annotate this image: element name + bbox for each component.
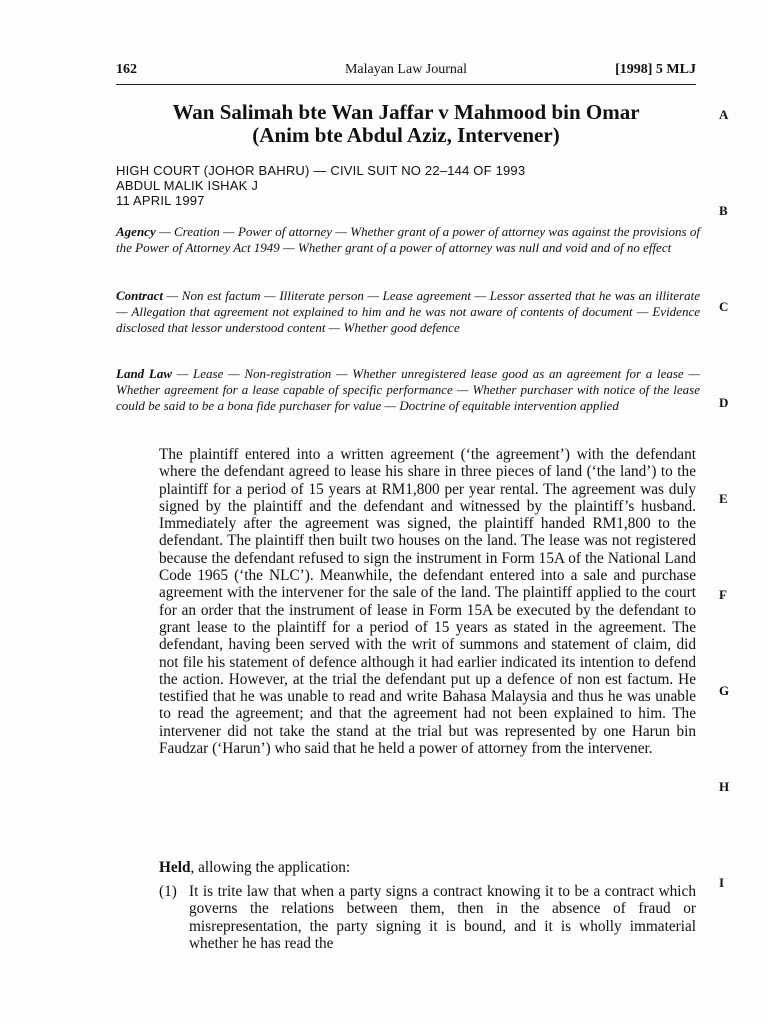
running-head	[116, 62, 696, 82]
margin-letter-a: A	[719, 107, 729, 122]
case-title-line-1: Wan Salimah bte Wan Jaffar v Mahmood bin Omar	[172, 100, 640, 124]
held-item-text: It is trite law that when a party signs a contract knowing it to be a contract which governs the relations between them, then in the absence of fraud or misrepresentation, the party signing it is bound, and it is wholly immaterial whether he has read the	[189, 883, 696, 952]
margin-letter-e: E	[719, 491, 728, 506]
journal-name: Malayan Law Journal	[344, 62, 468, 77]
catchword-contract	[116, 288, 700, 336]
catchword-text: — Creation — Power of attorney — Whether grant of a power of attorney was against the provisions of the Power of Attorney Act 1949 — Whether grant of a power of attorney was null and void and of no effect	[116, 224, 700, 255]
held-heading	[159, 859, 699, 876]
journal-citation: [1998] 5 MLJ	[615, 62, 696, 77]
margin-letter-d: D	[719, 395, 729, 410]
margin-letter-g: G	[719, 683, 730, 698]
catchword-text: — Non est factum — Illiterate person — Lease agreement — Lessor asserted that he was an illiterate — Allegation that agreement not explained to him and he was not aware of contents of document — Evidence disclosed that lessor understood content — Whether good defence	[116, 288, 700, 335]
court-info	[116, 163, 696, 208]
court-line: HIGH COURT (JOHOR BAHRU) — CIVIL SUIT NO 22–144 OF 1993	[116, 163, 526, 178]
held-label: Held	[159, 859, 191, 876]
held-item-number: (1)	[159, 883, 177, 900]
catchword-subject: Contract	[116, 288, 163, 303]
case-title	[116, 101, 696, 147]
held-rest: , allowing the application:	[190, 859, 351, 876]
judge-line: ABDUL MALIK ISHAK J	[116, 178, 259, 193]
margin-letter-b: B	[719, 203, 728, 218]
catchword-agency	[116, 224, 700, 256]
page-number: 162	[116, 62, 137, 77]
margin-letter-f: F	[719, 587, 727, 602]
catchword-land-law	[116, 366, 700, 414]
margin-letter-i: I	[719, 875, 725, 890]
catchword-subject: Agency	[116, 224, 156, 239]
margin-letter-c: C	[719, 299, 729, 314]
case-title-line-2: (Anim bte Abdul Aziz, Intervener)	[252, 123, 560, 147]
margin-letter-h: H	[719, 779, 730, 794]
catchword-text: — Lease — Non-registration — Whether unregistered lease good as an agreement for a lease — Whether agreement for a lease capable of specific performance — Whether purchaser with notice of the lease could be said to be a bona fide purchaser for value — Doctrine of equitable intervention applied	[116, 366, 700, 413]
header-rule	[116, 84, 696, 85]
decision-date: 11 APRIL 1997	[116, 193, 205, 208]
catchword-subject: Land Law	[116, 366, 173, 381]
case-summary: The plaintiff entered into a written agreement (‘the agreement’) with the defendant where the defendant agreed to lease his share in three pieces of land (‘the land’) to the plaintiff for a period of 15 years at RM1,800 per year rental. The agreement was duly signed by the plaintiff and the defendant and witnessed by the plaintiff’s husband. Immediately after the agreement was signed, the plaintiff handed RM1,800 to the defendant. The plaintiff then built two houses on the land. The lease was not registered because the defendant refused to sign the instrument in Form 15A of the National Land Code 1965 (‘the NLC’). Meanwhile, the defendant entered into a sale and purchase agreement with the intervener for the sale of the land. The plaintiff applied to the court for an order that the instrument of lease in Form 15A be executed by the defendant to grant lease to the plaintiff for a period of 15 years as stated in the agreement. The defendant, having been served with the writ of summons and statement of claim, did not file his statement of defence although it had earlier indicated its intention to defend the action. However, at the trial the defendant put up a defence of non est factum. He testified that he was unable to read and write Bahasa Malaysia and thus he was unable to read the agreement; and that the agreement had not been explained to him. The intervener did not take the stand at the trial but was represented by one Harun bin Faudzar (‘Harun’) who said that he held a power of attorney from the intervener.	[159, 446, 696, 758]
